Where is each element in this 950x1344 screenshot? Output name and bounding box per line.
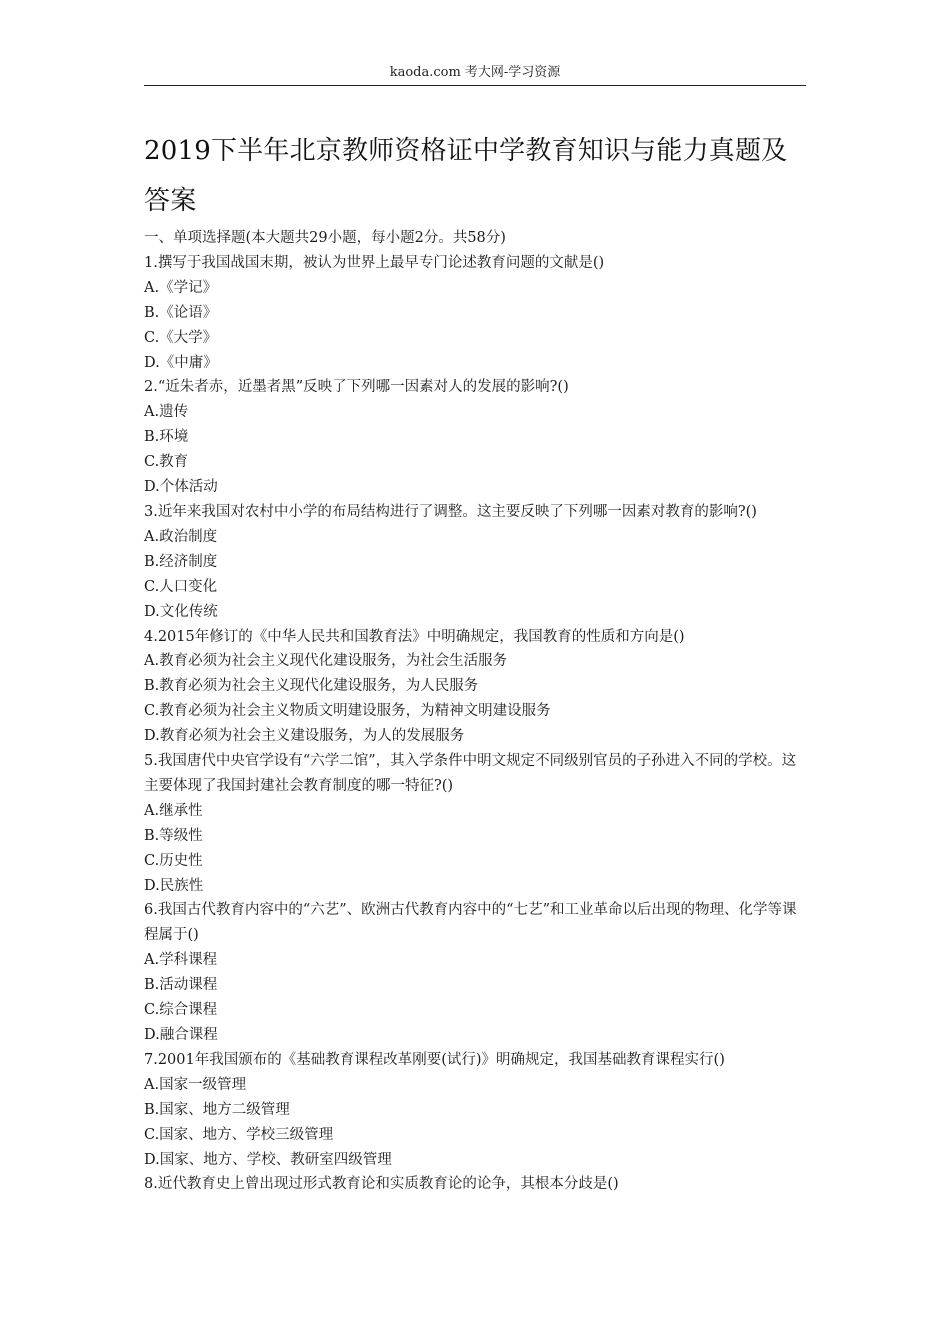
document-body [144, 226, 806, 1197]
option-c: C.《大学》 [144, 329, 218, 346]
option-a: A.政治制度 [144, 528, 218, 545]
question-stem: 4.2015年修订的《中华人民共和国教育法》中明确规定，我国教育的性质和方向是() [144, 628, 685, 645]
question-stem: 7.2001年我国颁布的《基础教育课程改革刚要(试行)》明确规定，我国基础教育课程实行() [144, 1051, 725, 1068]
option-d: D.个体活动 [144, 479, 218, 496]
option-d: D.教育必须为社会主义建设服务，为人的发展服务 [144, 728, 465, 745]
option-b: B.活动课程 [144, 977, 218, 994]
question-stem: 3.近年来我国对农村中小学的布局结构进行了调整。这主要反映了下列哪一因素对教育的影响?() [144, 503, 757, 520]
question-stem: 8.近代教育史上曾出现过形式教育论和实质教育论的论争，其根本分歧是() [144, 1176, 619, 1193]
option-a: A.学科课程 [144, 952, 218, 969]
option-b: B.国家、地方二级管理 [144, 1101, 290, 1118]
question-6 [144, 898, 806, 1047]
question-1 [144, 251, 806, 376]
option-c: C.国家、地方、学校三级管理 [144, 1126, 334, 1143]
option-c: C.历史性 [144, 852, 203, 869]
option-c: C.教育必须为社会主义物质文明建设服务，为精神文明建设服务 [144, 703, 551, 720]
option-d: D.融合课程 [144, 1027, 218, 1043]
option-b: B.教育必须为社会主义现代化建设服务，为人民服务 [144, 678, 479, 695]
option-a: A.教育必须为社会主义现代化建设服务，为社会生活服务 [144, 653, 508, 670]
question-stem: 2.“近朱者赤，近墨者黑”反映了下列哪一因素对人的发展的影响?() [144, 379, 569, 396]
option-d: D.《中庸》 [144, 354, 218, 371]
option-d: D.文化传统 [144, 603, 218, 620]
question-2 [144, 375, 806, 500]
question-stem: 6.我国古代教育内容中的“六艺”、欧洲古代教育内容中的“七艺”和工业革命以后出现的物理、化学等课程属于() [144, 902, 797, 944]
option-a: A.继承性 [144, 802, 203, 819]
option-b: B.等级性 [144, 827, 203, 844]
option-d: D.国家、地方、学校、教研室四级管理 [144, 1151, 392, 1168]
option-b: B.环境 [144, 429, 189, 446]
option-c: C.人口变化 [144, 578, 218, 595]
option-c: C.教育 [144, 454, 189, 471]
header-divider [144, 85, 806, 86]
option-a: A.国家一级管理 [144, 1076, 247, 1093]
question-3 [144, 500, 806, 625]
question-4 [144, 625, 806, 750]
option-b: B.经济制度 [144, 553, 218, 570]
option-d: D.民族性 [144, 877, 204, 894]
question-stem: 1.撰写于我国战国末期，被认为世界上最早专门论述教育问题的文献是() [144, 254, 605, 271]
page-header: kaoda.com 考大网-学习资源 [389, 65, 561, 80]
option-b: B.《论语》 [144, 304, 218, 321]
option-c: C.综合课程 [144, 1002, 218, 1019]
question-stem: 5.我国唐代中央官学设有“六学二馆”，其入学条件中明文规定不同级别官员的子孙进入不同的学校。这主要体现了我国封建社会教育制度的哪一特征?() [144, 753, 797, 794]
section-heading: 一、单项选择题(本大题共29小题，每小题2分。共58分) [144, 230, 506, 246]
document-title: 2019下半年北京教师资格证中学教育知识与能力真题及答案 [144, 136, 788, 216]
option-a: A.遗传 [144, 404, 189, 421]
question-8 [144, 1172, 806, 1197]
option-a: A.《学记》 [144, 279, 218, 296]
question-5 [144, 749, 806, 898]
question-7 [144, 1048, 806, 1173]
